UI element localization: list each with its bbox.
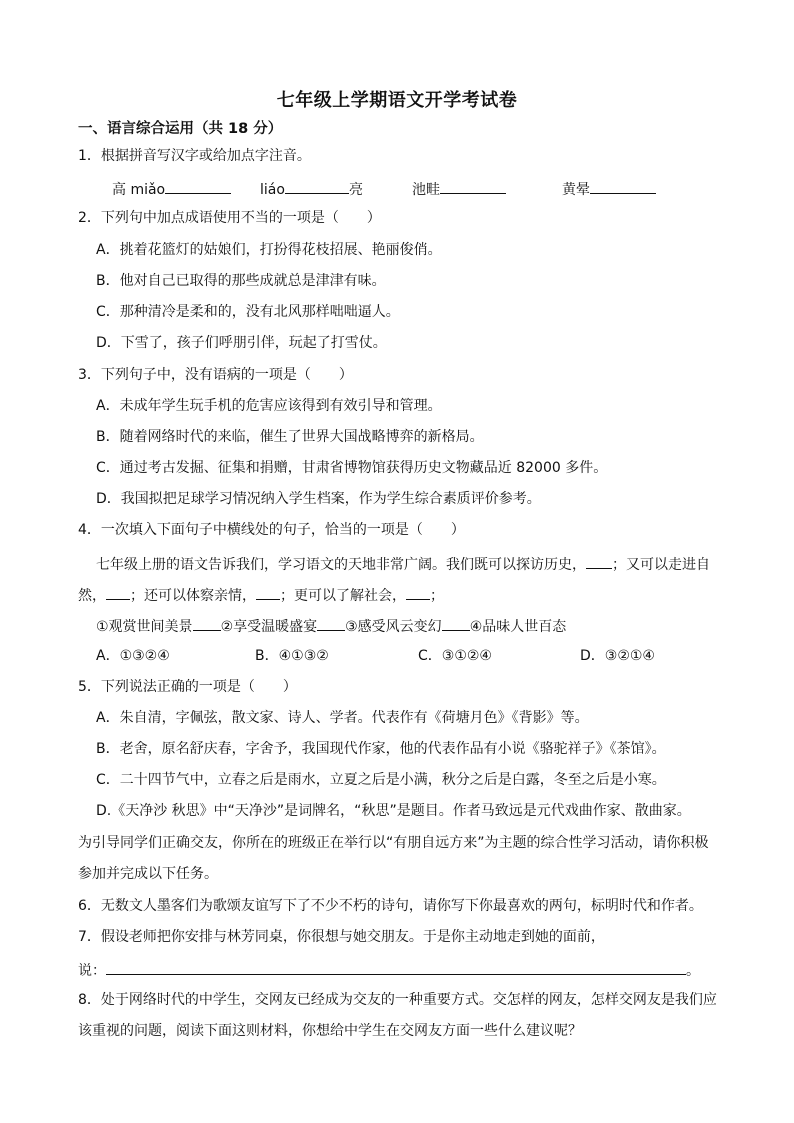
question-8-line-1: 8．处于网络时代的中学生，交网友已经成为交友的一种重要方式。交怎样的网友，怎样交网友是我们应	[78, 992, 717, 1008]
q4-choice-1: ①观赏世间美景	[96, 619, 193, 635]
activity-intro-line-2: 参加并完成以下任务。	[78, 866, 218, 882]
q1-item-2	[260, 177, 363, 199]
passage-text: ；	[430, 588, 444, 604]
question-5-stem: 5．下列说法正确的一项是（ ）	[78, 679, 297, 695]
q4-option-a: A．①③②④	[96, 648, 170, 664]
question-4-stem: 4．一次填入下面句子中横线处的句子，恰当的一项是（ ）	[78, 522, 465, 538]
q1-item-1	[112, 177, 231, 199]
q4-choice-4: ④品味人世百态	[469, 619, 567, 635]
q4-passage-line-1	[96, 552, 710, 575]
q1-item-4-label: 黄晕	[562, 182, 590, 198]
question-8-line-2: 该重视的问题，阅读下面这则材料，你想给中学生在交网友方面一些什么建议呢？	[78, 1023, 582, 1039]
question-3-stem: 3．下列句子中，没有语病的一项是（ ）	[78, 367, 353, 383]
q7-answer-line	[78, 958, 700, 981]
q4-choice-3: ③感受风云变幻	[345, 619, 442, 635]
q7-end-mark: 。	[686, 963, 700, 979]
q3-option-d: D．我国拟把足球学习情况纳入学生档案，作为学生综合素质评价参考。	[96, 491, 541, 507]
q1-item-2-label: liáo	[260, 182, 285, 198]
q2-option-c: C．那种清冷是柔和的，没有北风那样咄咄逼人。	[96, 304, 400, 320]
q5-option-b: B．老舍，原名舒庆春，字舍予，我国现代作家，他的代表作品有小说《骆驼祥子》《茶馆》。	[96, 741, 666, 757]
separator-line	[442, 614, 470, 631]
passage-text: ；更可以了解社会，	[280, 588, 406, 604]
question-1-stem: 1．根据拼音写汉字或给加点字注音。	[78, 148, 311, 164]
activity-intro-line-1: 为引导同学们正确交友，你所在的班级正在举行以“有朋自远方来”为主题的综合性学习活动，请你积极	[78, 835, 709, 851]
q2-option-b: B．他对自己已取得的那些成就总是津津有味。	[96, 273, 386, 289]
q4-option-d: D．③②①④	[580, 648, 655, 664]
q2-option-d: D．下雪了，孩子们呼朋引伴，玩起了打雪仗。	[96, 335, 387, 351]
q4-option-b: B．④①③②	[255, 648, 329, 664]
section-heading: 一、语言综合运用（共 18 分）	[78, 121, 283, 137]
q3-option-c: C．通过考古发掘、征集和捐赠，甘肃省博物馆获得历史文物藏品近 82000 多件。	[96, 460, 608, 476]
answer-blank[interactable]	[590, 177, 656, 194]
passage-text: 七年级上册的语文告诉我们，学习语文的天地非常广阔。我们既可以探访历史，	[96, 557, 586, 573]
q3-option-a: A．未成年学生玩手机的危害应该得到有效引导和管理。	[96, 398, 442, 414]
question-6: 6．无数文人墨客们为歌颂友谊写下了不少不朽的诗句，请你写下你最喜欢的两句，标明时代和作者。	[78, 898, 703, 914]
q1-item-3-label: 池畦	[412, 182, 440, 198]
q7-say-label: 说：	[78, 963, 106, 979]
q5-option-c: C．二十四节气中，立春之后是雨水，立夏之后是小满，秋分之后是白露，冬至之后是小寒。	[96, 772, 666, 788]
fill-blank[interactable]	[586, 552, 612, 569]
q7-answer-blank[interactable]	[106, 958, 686, 975]
question-2-stem: 2．下列句中加点成语使用不当的一项是（ ）	[78, 210, 381, 226]
q3-option-b: B．随着网络时代的来临，催生了世界大国战略博弈的新格局。	[96, 429, 484, 445]
answer-blank[interactable]	[285, 177, 349, 194]
fill-blank[interactable]	[106, 583, 130, 600]
separator-line	[317, 614, 345, 631]
q1-item-2-suffix: 亮	[348, 182, 363, 198]
q1-item-1-label: 高 miǎo	[112, 182, 166, 198]
q4-choice-2: ②享受温暖盛宴	[220, 619, 318, 635]
fill-blank[interactable]	[256, 583, 280, 600]
q4-option-c: C．③①②④	[418, 648, 492, 664]
q1-item-3	[412, 177, 506, 199]
passage-text: 然，	[78, 588, 106, 604]
q5-option-a: A．朱自清，字佩弦，散文家、诗人、学者。代表作有《荷塘月色》《背影》等。	[96, 710, 589, 726]
passage-text: ；还可以体察亲情，	[130, 588, 256, 604]
separator-line	[193, 614, 221, 631]
q5-option-d: D.《天净沙 秋思》中“天净沙”是词牌名，“秋思”是题目。作者马致远是元代戏曲作家、散曲家。	[96, 803, 691, 819]
q4-choices	[96, 614, 566, 637]
fill-blank[interactable]	[406, 583, 430, 600]
answer-blank[interactable]	[165, 177, 231, 194]
page-title: 七年级上学期语文开学考试卷	[276, 90, 518, 111]
question-7-stem: 7．假设老师把你安排与林芳同桌，你很想与她交朋友。于是你主动地走到她的面前，	[78, 929, 605, 945]
q2-option-a: A．挑着花篮灯的姑娘们，打扮得花枝招展、艳丽俊俏。	[96, 242, 442, 258]
answer-blank[interactable]	[440, 177, 506, 194]
passage-text: ；又可以走进自	[612, 557, 710, 573]
q4-passage-line-2	[78, 583, 444, 606]
q1-item-4	[562, 177, 656, 199]
